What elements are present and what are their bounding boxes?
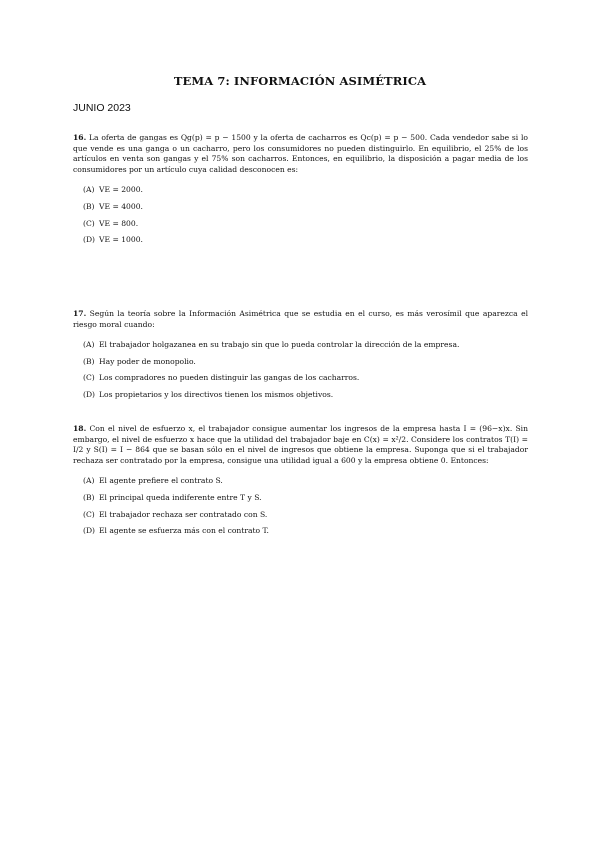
option-text: El trabajador rechaza ser contratado con S. xyxy=(99,509,268,519)
option-text: El principal queda indiferente entre T y S. xyxy=(99,492,262,502)
option-text: VE = 800. xyxy=(99,218,139,228)
option-text: El agente prefiere el contrato S. xyxy=(99,476,223,486)
question-17-options xyxy=(83,340,528,400)
option-a[interactable] xyxy=(83,185,528,195)
option-letter: (A) xyxy=(83,185,95,195)
question-18 xyxy=(73,424,528,543)
exam-date: JUNIO 2023 xyxy=(73,102,131,114)
option-b[interactable] xyxy=(83,357,528,367)
option-letter: (B) xyxy=(83,492,95,502)
option-letter: (D) xyxy=(83,526,96,536)
question-number: 17. xyxy=(73,309,87,318)
question-16-options xyxy=(83,185,528,245)
question-text: Según la teoría sobre la Información Asimétrica que se estudia en el curso, es más verosímil que aparezca el riesgo moral cuando: xyxy=(73,309,529,329)
option-text: El agente se esfuerza más con el contrato T. xyxy=(99,526,269,536)
option-c[interactable] xyxy=(83,219,528,229)
option-d[interactable] xyxy=(83,526,528,536)
question-18-statement xyxy=(73,424,528,466)
option-letter: (B) xyxy=(83,356,95,366)
option-b[interactable] xyxy=(83,202,528,212)
option-text: Hay poder de monopolio. xyxy=(99,356,196,366)
option-text: VE = 4000. xyxy=(99,201,143,211)
question-16-statement xyxy=(73,133,528,175)
option-c[interactable] xyxy=(83,373,528,383)
option-letter: (C) xyxy=(83,218,95,228)
question-18-options xyxy=(83,476,528,536)
option-b[interactable] xyxy=(83,493,528,503)
option-text: VE = 2000. xyxy=(99,185,143,195)
question-17 xyxy=(73,309,528,407)
option-a[interactable] xyxy=(83,476,528,486)
question-text: La oferta de gangas es Qg(p) = p − 1500 y la oferta de cacharros es Qc(p) = p − 500. Cada vendedor sabe si lo que vende es una ganga o un cacharro, pero los consumidores no pueden distinguirlo. En equilibrio, el 25% de los artículos en venta son gangas y el 75% son cacharros. Entonces, en equilibrio, la disposición a pagar media de los consumidores por un artículo cuya calidad desconocen es: xyxy=(73,133,528,174)
option-letter: (A) xyxy=(83,340,95,350)
question-17-statement xyxy=(73,309,528,330)
option-text: El trabajador holgazanea en su trabajo sin que lo pueda controlar la dirección de la empresa. xyxy=(99,340,460,350)
question-number: 16. xyxy=(73,133,87,142)
option-letter: (B) xyxy=(83,201,95,211)
option-text: VE = 1000. xyxy=(99,235,143,245)
option-d[interactable] xyxy=(83,390,528,400)
option-a[interactable] xyxy=(83,340,528,350)
option-c[interactable] xyxy=(83,510,528,520)
option-letter: (C) xyxy=(83,509,95,519)
question-number: 18. xyxy=(73,424,87,433)
option-letter: (D) xyxy=(83,235,96,245)
option-d[interactable] xyxy=(83,235,528,245)
question-16 xyxy=(73,133,528,252)
question-text: Con el nivel de esfuerzo x, el trabajador consigue aumentar los ingresos de la empresa hasta I = (96−x)x. Sin embargo, el nivel de esfuerzo x hace que la utilidad del trabajador baje en C(x) = x²/2. Considere los contratos T(I) = I/2 y S(I) = I − 864 que se basan sólo en el nivel de ingresos que obtiene la empresa. Suponga que si el trabajador rechaza ser contratado por la empresa, consigue una utilidad igual a 600 y la empresa obtiene 0. Entonces: xyxy=(73,424,528,465)
option-letter: (D) xyxy=(83,389,96,399)
option-text: Los compradores no pueden distinguir las gangas de los cacharros. xyxy=(99,373,360,383)
document-title: TEMA 7: INFORMACIÓN ASIMÉTRICA xyxy=(173,74,427,88)
option-text: Los propietarios y los directivos tienen los mismos objetivos. xyxy=(99,389,334,399)
option-letter: (A) xyxy=(83,476,95,486)
option-letter: (C) xyxy=(83,373,95,383)
